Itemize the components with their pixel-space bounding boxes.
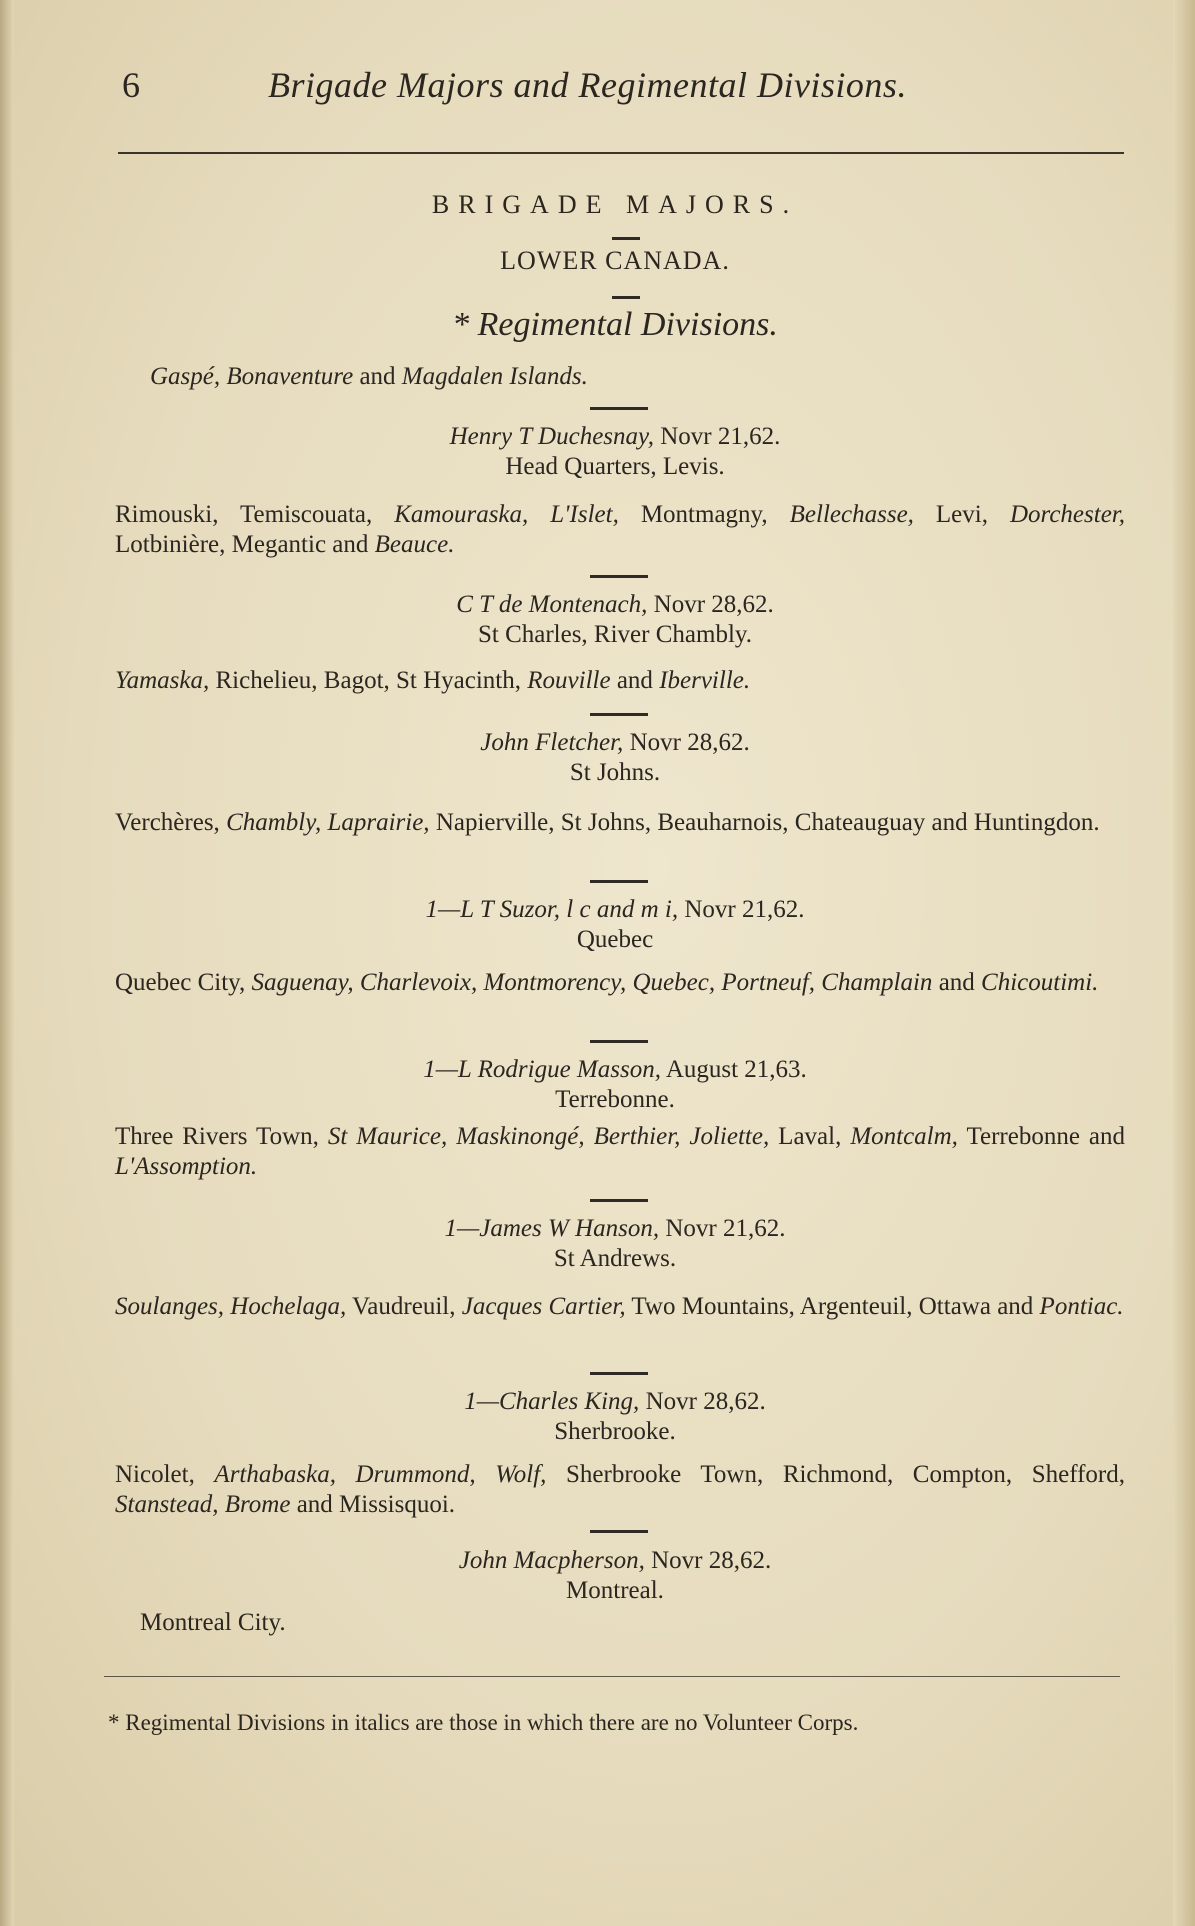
headquarters: St Johns. <box>569 759 661 786</box>
county-text: and <box>353 363 402 390</box>
county-text: and <box>610 667 660 694</box>
divider <box>590 1372 648 1375</box>
divider <box>590 1040 648 1043</box>
footnote: * Regimental Divisions in italics are those in which there are no Volunteer Corps. <box>108 1710 859 1735</box>
headquarters: St Andrews. <box>553 1245 677 1272</box>
division-counties <box>115 968 1125 998</box>
county-text: Levi, <box>913 501 1010 528</box>
page-header <box>120 60 1020 120</box>
county-text: Montmagny, <box>618 501 790 528</box>
county-text: Jacques Cartier, <box>461 1293 626 1320</box>
headquarters: Montreal. <box>566 1577 664 1604</box>
brigade-major-entry <box>110 728 1120 788</box>
subsection-title: * Regimental Divisions. <box>452 306 778 343</box>
county-text: Pontiac. <box>1039 1293 1124 1320</box>
division-counties-lead <box>150 362 1160 392</box>
county-text: Two Mountains, Argenteuil, Ottawa and <box>625 1293 1040 1320</box>
county-text: Three Rivers Town, <box>115 1123 328 1150</box>
headquarters: Quebec <box>576 926 654 953</box>
county-text: Quebec City, <box>115 969 252 996</box>
county-text: Terrebonne and <box>957 1123 1125 1150</box>
county-text: Napierville, St Johns, Beauharnois, Chateauguay and Huntingdon. <box>429 809 1100 836</box>
divider <box>590 575 648 578</box>
officer-name: 1—James W Hanson, <box>444 1215 660 1242</box>
brigade-major-entry <box>110 1214 1120 1274</box>
headquarters: Head Quarters, Levis. <box>505 453 725 480</box>
divider <box>590 713 648 716</box>
appointment-date: Novr 21,62. <box>659 1215 786 1242</box>
county-text: Kamouraska, L'Islet, <box>394 501 619 528</box>
county-text: Vaudreuil, <box>346 1293 462 1320</box>
headquarters: St Charles, River Chambly. <box>477 621 753 648</box>
county-text: Gaspé, Bonaventure <box>150 363 354 390</box>
footnote-rule <box>104 1676 1120 1677</box>
brigade-major-entry <box>110 1387 1120 1447</box>
county-text: Nicolet, <box>115 1461 215 1488</box>
appointment-date: August 21,63. <box>660 1056 807 1083</box>
divider <box>590 407 648 410</box>
officer-name: John Macpherson, <box>458 1547 645 1574</box>
county-text: Chambly, Laprairie, <box>226 809 430 836</box>
page-gutter-left <box>0 0 14 1926</box>
page-number: 6 <box>122 65 140 105</box>
county-text: Montcalm, <box>850 1123 958 1150</box>
appointment-date: Novr 28,62. <box>644 1547 772 1574</box>
county-text: Magdalen Islands. <box>401 363 588 390</box>
officer-name: John Fletcher, <box>480 729 624 756</box>
region-title: LOWER CANADA. <box>500 246 730 275</box>
county-text: Rimouski, Temiscouata, <box>115 501 395 528</box>
county-text: Laval, <box>769 1123 851 1150</box>
divider <box>590 880 648 883</box>
divider <box>590 1199 648 1202</box>
headquarters: Terrebonne. <box>555 1086 675 1113</box>
divider <box>612 296 640 299</box>
county-text: Soulanges, Hochelaga, <box>115 1293 347 1320</box>
county-text: Bellechasse, <box>789 501 914 528</box>
officer-name: 1—L T Suzor, l c and m i, <box>425 896 679 923</box>
division-counties <box>115 1292 1125 1322</box>
appointment-date: Novr 21,62. <box>678 896 805 923</box>
brigade-major-entry <box>110 895 1120 955</box>
county-text: Dorchester, <box>1009 501 1125 528</box>
county-text: Yamaska, <box>115 667 210 694</box>
county-text: Montreal City. <box>140 1609 286 1636</box>
county-text: Iberville. <box>659 667 751 694</box>
officer-name: 1—Charles King, <box>464 1388 640 1415</box>
headquarters: Sherbrooke. <box>554 1418 676 1445</box>
county-text: Rouville <box>527 667 611 694</box>
county-text: Lotbinière, Megantic and <box>115 531 375 558</box>
county-text: Chicoutimi. <box>981 969 1099 996</box>
county-text: and Missisquoi. <box>290 1491 456 1518</box>
appointment-date: Novr 21,62. <box>653 423 781 450</box>
brigade-major-entry <box>110 590 1120 650</box>
county-text: and <box>932 969 982 996</box>
division-counties <box>115 1122 1125 1182</box>
brigade-major-entry <box>110 1055 1120 1115</box>
header-rule <box>118 152 1124 154</box>
page-edge-right <box>1173 0 1195 1926</box>
division-counties <box>115 1460 1125 1520</box>
officer-name: Henry T Duchesnay, <box>449 423 654 450</box>
division-counties <box>140 1608 1150 1638</box>
section-heading: BRIGADE MAJORS. <box>431 190 799 219</box>
appointment-date: Novr 28,62. <box>647 591 774 618</box>
division-counties <box>115 666 1125 696</box>
brigade-major-entry <box>110 1546 1120 1606</box>
division-counties <box>115 808 1125 838</box>
divider <box>612 237 640 240</box>
appointment-date: Novr 28,62. <box>623 729 750 756</box>
appointment-date: Novr 28,62. <box>639 1388 766 1415</box>
county-text: Richelieu, Bagot, St Hyacinth, <box>209 667 528 694</box>
county-text: Beauce. <box>374 531 455 558</box>
county-text: Stanstead, Brome <box>115 1491 291 1518</box>
county-text: Verchères, <box>115 809 227 836</box>
officer-name: C T de Montenach, <box>456 591 648 618</box>
brigade-major-entry <box>110 422 1120 482</box>
county-text: St Maurice, Maskinongé, Berthier, Joliette, <box>327 1123 770 1150</box>
running-title: Brigade Majors and Regimental Divisions. <box>268 65 907 105</box>
county-text: Saguenay, Charlevoix, Montmorency, Quebec, Portneuf, Champlain <box>251 969 933 996</box>
officer-name: 1—L Rodrigue Masson, <box>423 1056 661 1083</box>
county-text: Arthabaska, Drummond, Wolf, <box>214 1461 547 1488</box>
county-text: Sherbrooke Town, Richmond, Compton, Shefford, <box>546 1461 1125 1488</box>
division-counties <box>115 500 1125 560</box>
divider <box>590 1530 648 1533</box>
county-text: L'Assomption. <box>115 1153 258 1180</box>
